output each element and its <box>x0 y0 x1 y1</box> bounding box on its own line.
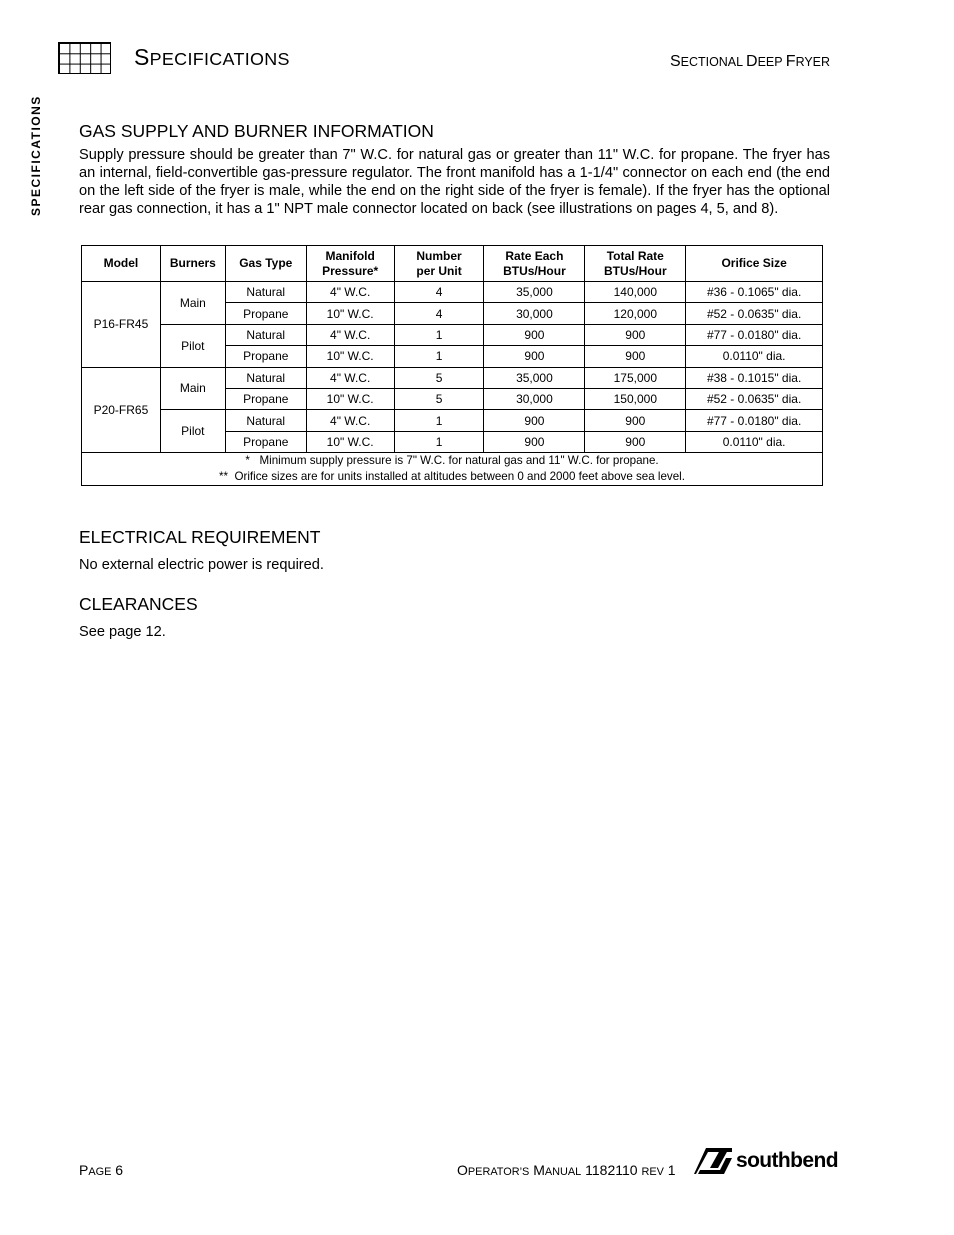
header-manifold-pressure <box>306 246 394 282</box>
header-line: Number <box>416 248 462 263</box>
header-line: Total Rate <box>606 248 664 263</box>
cell-gas-type: Propane <box>225 388 306 409</box>
cell-total-rate: 900 <box>585 431 686 452</box>
header-line: Pressure* <box>322 263 379 278</box>
cell-manifold-pressure: 4" W.C. <box>306 324 394 345</box>
header-line: BTUs/Hour <box>503 263 566 278</box>
cell-orifice-size: #52 - 0.0635" dia. <box>686 388 823 409</box>
electrical-text: No external electric power is required. <box>79 557 324 573</box>
cell-manifold-pressure: 10" W.C. <box>306 388 394 409</box>
footer-part: M <box>533 1162 545 1178</box>
cell-manifold-pressure: 10" W.C. <box>306 346 394 367</box>
cell-number-per-unit: 5 <box>394 388 484 409</box>
cell-number-per-unit: 4 <box>394 303 484 324</box>
footer-part: O <box>457 1162 468 1178</box>
cell-orifice-size: #77 - 0.0180" dia. <box>686 410 823 431</box>
cell-burner: Pilot <box>160 410 225 453</box>
cell-total-rate: 150,000 <box>585 388 686 409</box>
title-initial: S <box>134 44 150 70</box>
table-row <box>82 282 823 303</box>
header-line: BTUs/Hour <box>603 263 667 278</box>
note-orifice: ** Orifice sizes are for units installed at altitudes between 0 and 2000 feet above sea level. <box>219 470 685 484</box>
cell-orifice-size: #38 - 0.1015" dia. <box>686 367 823 388</box>
cell-gas-type: Propane <box>225 346 306 367</box>
cell-rate-each: 900 <box>484 410 585 431</box>
cell-rate-each: 35,000 <box>484 282 585 303</box>
cell-total-rate: 140,000 <box>585 282 686 303</box>
cell-manifold-pressure: 4" W.C. <box>306 282 394 303</box>
cell-orifice-size: #36 - 0.1065" dia. <box>686 282 823 303</box>
cell-total-rate: 175,000 <box>585 367 686 388</box>
cell-gas-type: Natural <box>225 367 306 388</box>
cell-number-per-unit: 1 <box>394 324 484 345</box>
footer-part: PERATOR’S <box>467 1166 530 1178</box>
cell-rate-each: 35,000 <box>484 367 585 388</box>
cell-rate-each: 900 <box>484 324 585 345</box>
cell-orifice-size: 0.0110" dia. <box>686 346 823 367</box>
burner-spec-table <box>81 245 823 486</box>
header-number-per-unit <box>394 246 484 282</box>
logo-text: southbend <box>736 1149 838 1172</box>
cell-burner: Pilot <box>160 324 225 367</box>
cell-rate-each: 900 <box>484 346 585 367</box>
table-row <box>82 367 823 388</box>
footer-part: 6 <box>115 1162 124 1178</box>
cell-rate-each: 30,000 <box>484 388 585 409</box>
cell-gas-type: Natural <box>225 410 306 431</box>
cell-total-rate: 900 <box>585 346 686 367</box>
cell-number-per-unit: 4 <box>394 282 484 303</box>
note-pressure: * Minimum supply pressure is 7" W.C. for natural gas and 11" W.C. for propane. <box>245 454 659 468</box>
doc-title-part: F <box>785 53 796 70</box>
header-gas-type: Gas Type <box>225 246 306 282</box>
cell-burner: Main <box>160 367 225 410</box>
cell-model: P20-FR65 <box>82 367 161 453</box>
cell-gas-type: Natural <box>225 324 306 345</box>
doc-title-part: RYER <box>795 55 830 69</box>
header-model: Model <box>82 246 161 282</box>
header-total-rate <box>585 246 686 282</box>
footer-page-number <box>79 1162 123 1178</box>
cell-total-rate: 900 <box>585 410 686 431</box>
footer-manual-info <box>457 1162 676 1178</box>
cell-burner: Main <box>160 282 225 325</box>
document-title <box>670 53 830 71</box>
gas-section-heading: GAS SUPPLY AND BURNER INFORMATION <box>79 121 434 141</box>
cell-manifold-pressure: 10" W.C. <box>306 303 394 324</box>
cell-orifice-size: 0.0110" dia. <box>686 431 823 452</box>
footer-part: ANUAL <box>544 1166 582 1178</box>
cell-total-rate: 120,000 <box>585 303 686 324</box>
title-rest: PECIFICATIONS <box>149 49 290 69</box>
cell-model: P16-FR45 <box>82 282 161 368</box>
header-orifice-size: Orifice Size <box>686 246 823 282</box>
table-notes-row <box>82 453 823 486</box>
cell-total-rate: 900 <box>585 324 686 345</box>
cell-rate-each: 900 <box>484 431 585 452</box>
footer-part: 1182110 <box>585 1162 638 1178</box>
cell-gas-type: Propane <box>225 431 306 452</box>
clearances-text: See page 12. <box>79 624 166 640</box>
header-rate-each <box>484 246 585 282</box>
cell-orifice-size: #77 - 0.0180" dia. <box>686 324 823 345</box>
table-body <box>82 282 823 453</box>
cell-manifold-pressure: 10" W.C. <box>306 431 394 452</box>
cell-gas-type: Natural <box>225 282 306 303</box>
table-notes <box>82 453 823 486</box>
cell-orifice-size: #52 - 0.0635" dia. <box>686 303 823 324</box>
table-row <box>82 410 823 431</box>
electrical-heading: ELECTRICAL REQUIREMENT <box>79 527 321 547</box>
doc-title-part: D <box>746 53 758 70</box>
cell-manifold-pressure: 4" W.C. <box>306 410 394 431</box>
cell-number-per-unit: 1 <box>394 431 484 452</box>
side-tab-label: SPECIFICATIONS <box>29 95 43 216</box>
cell-number-per-unit: 1 <box>394 410 484 431</box>
footer-part: REV <box>641 1166 664 1178</box>
doc-title-part: ECTIONAL <box>680 55 747 69</box>
page-title <box>134 44 290 71</box>
cell-gas-type: Propane <box>225 303 306 324</box>
table-row <box>82 324 823 345</box>
header-burners: Burners <box>160 246 225 282</box>
cell-number-per-unit: 5 <box>394 367 484 388</box>
cell-number-per-unit: 1 <box>394 346 484 367</box>
footer-part: P <box>79 1162 89 1178</box>
doc-title-part: S <box>670 53 681 70</box>
header-line: per Unit <box>416 263 462 278</box>
grid-icon <box>58 42 111 74</box>
cell-rate-each: 30,000 <box>484 303 585 324</box>
cell-manifold-pressure: 4" W.C. <box>306 367 394 388</box>
southbend-logo-icon <box>694 1146 734 1176</box>
gas-section-paragraph: Supply pressure should be greater than 7" W.C. for natural gas or greater than 11" W.C. for propane. The fryer has an internal, field-convertible gas-pressure regulator. The front manifold has a 1-1/4" connector on each end (the end on the left side of the fryer is male, while the end on the right side of the fryer is female). If the fryer has the optional rear gas connection, it has a 1" NPT male connector located on back (see illustrations on pages 4, 5, and 8). <box>79 147 830 217</box>
footer-part: AGE <box>88 1166 112 1178</box>
table-header-row <box>82 246 823 282</box>
header-line: Manifold <box>325 248 375 263</box>
doc-title-part: EEP <box>757 55 786 69</box>
header-line: Rate Each <box>505 248 564 263</box>
clearances-heading: CLEARANCES <box>79 594 198 614</box>
footer-part: 1 <box>667 1162 676 1178</box>
